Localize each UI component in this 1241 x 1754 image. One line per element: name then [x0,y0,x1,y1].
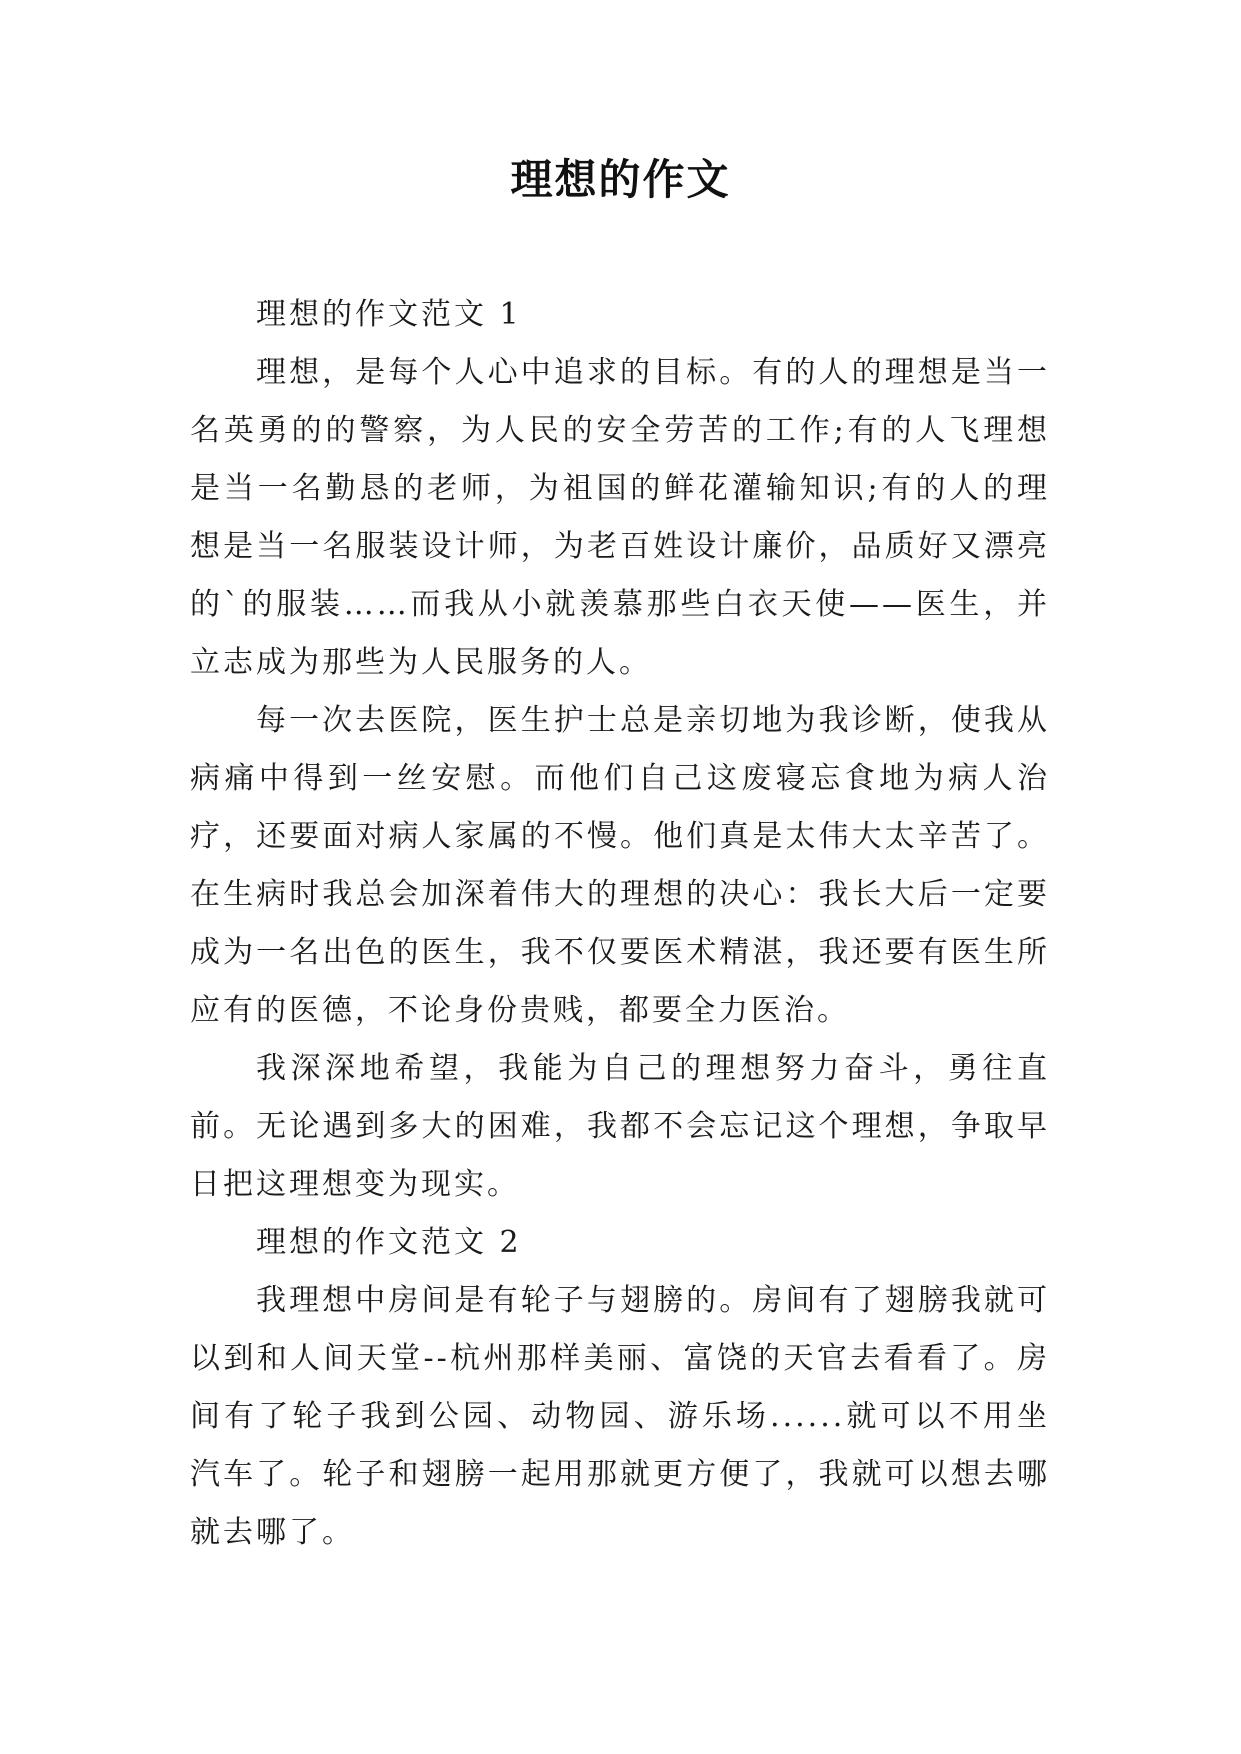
document-title: 理想的作文 [510,155,731,204]
document-body [190,286,1050,1562]
paragraph-4: 我理想中房间是有轮子与翅膀的。房间有了翅膀我就可以到和人间天堂--杭州那样美丽、富饶的天官去看看了。房间有了轮子我到公园、动物园、游乐场......就可以不用坐汽车了。轮子和翅膀一起用那就更方便了，我就可以想去哪就去哪了。 [190,1283,1050,1550]
paragraph-3: 我深深地希望，我能为自己的理想努力奋斗，勇往直前。无论遇到多大的困难，我都不会忘记这个理想，争取早日把这理想变为现实。 [190,1051,1050,1202]
section-heading-2: 理想的作文范文 2 [256,1225,522,1260]
section-heading-1: 理想的作文范文 1 [256,297,522,332]
paragraph-1: 理想，是每个人心中追求的目标。有的人的理想是当一名英勇的的警察，为人民的安全劳苦的工作;有的人飞理想是当一名勤恳的老师，为祖国的鲜花灌输知识;有的人的理想是当一名服装设计师，为老百姓设计廉价，品质好又漂亮的`的服装……而我从小就羡慕那些白衣天使——医生，并立志成为那些为人民服务的人。 [190,355,1050,680]
paragraph-2: 每一次去医院，医生护士总是亲切地为我诊断，使我从病痛中得到一丝安慰。而他们自己这废寝忘食地为病人治疗，还要面对病人家属的不慢。他们真是太伟大太辛苦了。在生病时我总会加深着伟大的理想的决心：我长大后一定要成为一名出色的医生，我不仅要医术精湛，我还要有医生所应有的医德，不论身份贵贱，都要全力医治。 [190,703,1050,1028]
